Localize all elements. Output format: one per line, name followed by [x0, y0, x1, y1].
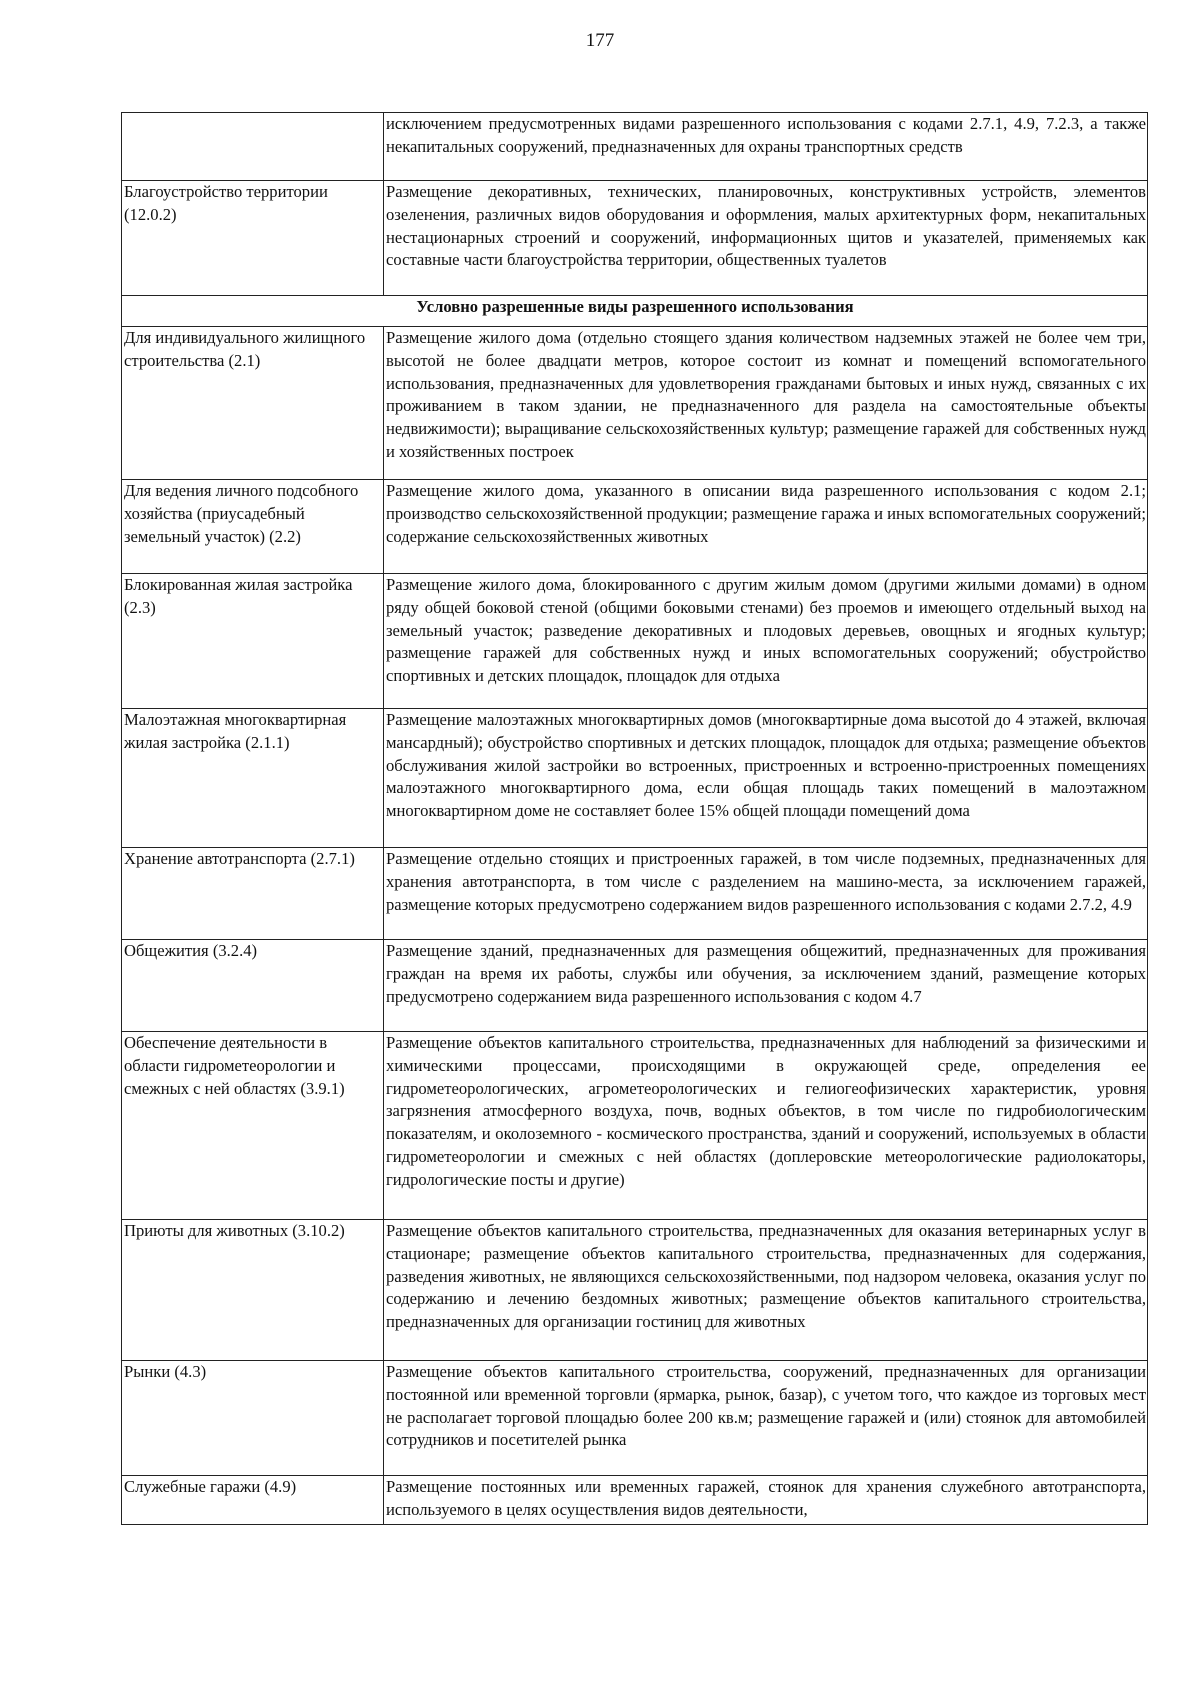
use-type-name: Обеспечение деятельности в области гидрометеорологии и смежных с ней областях (3.9.1)	[122, 1032, 384, 1220]
use-type-name: Благоустройство территории (12.0.2)	[122, 181, 384, 296]
use-type-description: Размещение жилого дома, указанного в описании вида разрешенного использования с кодом 2.1; производство сельскохозяйственной продукции; размещение гаража и иных вспомогательных сооружений; содержание сельскохозяйственных животных	[384, 480, 1148, 574]
table-row	[122, 113, 1148, 181]
table-row	[122, 1361, 1148, 1476]
table-row	[122, 940, 1148, 1032]
table-row	[122, 181, 1148, 296]
section-title: Условно разрешенные виды разрешенного использования	[122, 296, 1148, 327]
use-type-name: Для индивидуального жилищного строительства (2.1)	[122, 327, 384, 480]
section-header-row	[122, 296, 1148, 327]
use-type-description: исключением предусмотренных видами разрешенного использования с кодами 2.7.1, 4.9, 7.2.3, а также некапитальных сооружений, предназначенных для охраны транспортных средств	[384, 113, 1148, 181]
use-type-description: Размещение малоэтажных многоквартирных домов (многоквартирные дома высотой до 4 этажей, включая мансардный); обустройство спортивных и детских площадок, площадок для отдыха; размещение объектов обслуживания жилой застройки во встроенных, пристроенных и встроенно-пристроенных помещениях малоэтажного многоквартирного дома, если общая площадь таких помещений в малоэтажном многоквартирном доме не составляет более 15% общей площади помещений дома	[384, 709, 1148, 848]
use-type-description: Размещение жилого дома (отдельно стоящего здания количеством надземных этажей не более чем три, высотой не более двадцати метров, которое состоит из комнат и помещений вспомогательного использования, предназначенных для удовлетворения гражданами бытовых и иных нужд, связанных с их проживанием в таком здании, не предназначенного для раздела на самостоятельные объекты недвижимости); выращивание сельскохозяйственных культур; размещение гаражей для собственных нужд и хозяйственных построек	[384, 327, 1148, 480]
use-type-name: Хранение автотранспорта (2.7.1)	[122, 848, 384, 940]
use-type-name: Блокированная жилая застройка (2.3)	[122, 574, 384, 709]
table-row	[122, 574, 1148, 709]
use-type-name: Малоэтажная многоквартирная жилая застройка (2.1.1)	[122, 709, 384, 848]
use-type-description: Размещение декоративных, технических, планировочных, конструктивных устройств, элементов озеленения, различных видов оборудования и оформления, малых архитектурных форм, некапитальных нестационарных строений и сооружений, информационных щитов и указателей, применяемых как составные части благоустройства территории, общественных туалетов	[384, 181, 1148, 296]
use-type-description: Размещение объектов капитального строительства, предназначенных для оказания ветеринарных услуг в стационаре; размещение объектов капитального строительства, предназначенных для содержания, разведения животных, не являющихся сельскохозяйственными, под надзором человека, оказания услуг по содержанию и лечению бездомных животных; размещение объектов капитального строительства, предназначенных для организации гостиниц для животных	[384, 1220, 1148, 1361]
use-type-description: Размещение объектов капитального строительства, сооружений, предназначенных для организации постоянной или временной торговли (ярмарка, рынок, базар), с учетом того, что каждое из торговых мест не располагает торговой площадью более 200 кв.м; размещение гаражей и (или) стоянок для автомобилей сотрудников и посетителей рынка	[384, 1361, 1148, 1476]
page-number: 177	[585, 30, 615, 51]
use-type-description: Размещение объектов капитального строительства, предназначенных для наблюдений за физическими и химическими процессами, происходящими в окружающей среде, определения ее гидрометеорологических, агрометеорологических и гелиогеофизических характеристик, уровня загрязнения атмосферного воздуха, почв, водных объектов, в том числе по гидробиологическим показателям, и околоземного - космического пространства, зданий и сооружений, используемых в области гидрометеорологии и смежных с ней областях (доплеровские метеорологические радиолокаторы, гидрологические посты и другие)	[384, 1032, 1148, 1220]
use-type-description: Размещение постоянных или временных гаражей, стоянок для хранения служебного автотранспорта, используемого в целях осуществления видов деятельности,	[384, 1476, 1148, 1525]
table-row	[122, 709, 1148, 848]
table-row	[122, 327, 1148, 480]
use-type-name: Рынки (4.3)	[122, 1361, 384, 1476]
use-type-description: Размещение отдельно стоящих и пристроенных гаражей, в том числе подземных, предназначенных для хранения автотранспорта, в том числе с разделением на машино-места, за исключением гаражей, размещение которых предусмотрено содержанием видов разрешенного использования с кодами 2.7.2, 4.9	[384, 848, 1148, 940]
use-type-name: Служебные гаражи (4.9)	[122, 1476, 384, 1525]
use-type-name	[122, 113, 384, 181]
table-row	[122, 480, 1148, 574]
use-type-description: Размещение зданий, предназначенных для размещения общежитий, предназначенных для проживания граждан на время их работы, службы или обучения, за исключением зданий, размещение которых предусмотрено содержанием вида разрешенного использования с кодом 4.7	[384, 940, 1148, 1032]
table-row	[122, 1220, 1148, 1361]
use-type-name: Общежития (3.2.4)	[122, 940, 384, 1032]
use-type-name: Для ведения личного подсобного хозяйства (приусадебный земельный участок) (2.2)	[122, 480, 384, 574]
table-row	[122, 1032, 1148, 1220]
table-row	[122, 1476, 1148, 1525]
use-type-name: Приюты для животных (3.10.2)	[122, 1220, 384, 1361]
land-use-table	[121, 112, 1148, 1525]
use-type-description: Размещение жилого дома, блокированного с другим жилым домом (другими жилыми домами) в одном ряду общей боковой стеной (общими боковыми стенами) без проемов и имеющего отдельный выход на земельный участок; разведение декоративных и плодовых деревьев, овощных и ягодных культур; размещение гаражей для собственных нужд и иных вспомогательных сооружений; обустройство спортивных и детских площадок, площадок для отдыха	[384, 574, 1148, 709]
table-row	[122, 848, 1148, 940]
